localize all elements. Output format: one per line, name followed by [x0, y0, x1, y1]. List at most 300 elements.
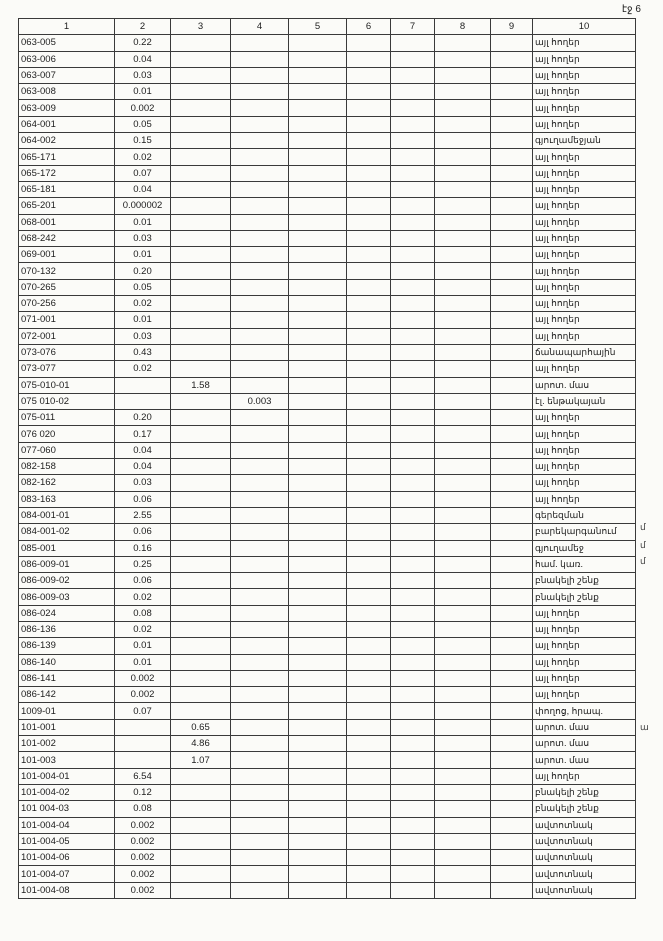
area-cell — [289, 133, 347, 149]
table-row — [19, 866, 636, 882]
land-use-cell: համ. կառ. — [533, 556, 636, 572]
plot-code-cell: 070-132 — [19, 263, 115, 279]
land-use-cell: այլ հողեր — [533, 165, 636, 181]
area-cell — [347, 784, 391, 800]
plot-code-cell: 101-004-02 — [19, 784, 115, 800]
area-cell — [231, 344, 289, 360]
plot-code-cell: 084-001-02 — [19, 524, 115, 540]
plot-code-cell: 086-140 — [19, 654, 115, 670]
area-cell — [231, 410, 289, 426]
area-cell — [289, 866, 347, 882]
land-use-cell: բնակելի շենք — [533, 589, 636, 605]
area-cell — [347, 116, 391, 132]
column-header-2: 2 — [115, 19, 171, 35]
area-cell — [435, 866, 491, 882]
area-cell — [491, 67, 533, 83]
land-use-cell: փողոց, հրապ. — [533, 703, 636, 719]
plot-code-cell: 069-001 — [19, 247, 115, 263]
area-cell — [491, 442, 533, 458]
area-cell — [289, 801, 347, 817]
area-cell — [435, 524, 491, 540]
area-cell — [289, 459, 347, 475]
area-cell — [435, 507, 491, 523]
area-cell — [231, 100, 289, 116]
area-cell — [391, 589, 435, 605]
land-use-cell: ավտոտնակ — [533, 833, 636, 849]
area-cell — [289, 556, 347, 572]
table-row — [19, 230, 636, 246]
area-cell — [347, 556, 391, 572]
area-cell — [491, 328, 533, 344]
area-cell — [391, 230, 435, 246]
area-cell: 0.12 — [115, 784, 171, 800]
area-cell — [171, 605, 231, 621]
plot-code-cell: 086-024 — [19, 605, 115, 621]
area-cell — [231, 133, 289, 149]
table-row — [19, 344, 636, 360]
area-cell — [435, 801, 491, 817]
area-cell: 0.01 — [115, 84, 171, 100]
area-cell — [391, 540, 435, 556]
area-cell: 4.86 — [171, 736, 231, 752]
area-cell — [391, 296, 435, 312]
plot-code-cell: 101-004-08 — [19, 882, 115, 898]
area-cell: 0.002 — [115, 850, 171, 866]
table-row — [19, 35, 636, 51]
area-cell — [231, 589, 289, 605]
area-cell — [171, 491, 231, 507]
area-cell — [347, 507, 391, 523]
plot-code-cell: 101-004-06 — [19, 850, 115, 866]
area-cell — [435, 540, 491, 556]
area-cell — [391, 817, 435, 833]
area-cell — [231, 833, 289, 849]
area-cell — [491, 654, 533, 670]
area-cell — [347, 133, 391, 149]
area-cell — [289, 475, 347, 491]
area-cell — [491, 116, 533, 132]
plot-code-cell: 065-201 — [19, 198, 115, 214]
area-cell — [231, 165, 289, 181]
area-cell — [391, 687, 435, 703]
plot-code-cell: 083-163 — [19, 491, 115, 507]
land-use-cell: գերեզման — [533, 507, 636, 523]
area-cell — [347, 296, 391, 312]
area-cell — [435, 426, 491, 442]
area-cell — [289, 361, 347, 377]
area-cell: 0.01 — [115, 312, 171, 328]
page-number: էջ 6 — [621, 4, 641, 15]
area-cell — [289, 670, 347, 686]
area-cell — [391, 361, 435, 377]
area-cell — [231, 507, 289, 523]
plot-code-cell: 1009-01 — [19, 703, 115, 719]
area-cell: 0.01 — [115, 638, 171, 654]
table-row — [19, 670, 636, 686]
area-cell — [347, 100, 391, 116]
land-use-cell: արոտ. մաս — [533, 377, 636, 393]
area-cell — [231, 752, 289, 768]
area-cell — [347, 654, 391, 670]
area-cell — [491, 736, 533, 752]
area-cell — [391, 866, 435, 882]
area-cell — [171, 866, 231, 882]
area-cell — [491, 296, 533, 312]
area-cell — [115, 719, 171, 735]
land-use-cell: այլ հողեր — [533, 263, 636, 279]
plot-code-cell: 063-006 — [19, 51, 115, 67]
table-row — [19, 540, 636, 556]
area-cell — [231, 768, 289, 784]
area-cell — [231, 540, 289, 556]
area-cell — [391, 491, 435, 507]
area-cell — [347, 833, 391, 849]
land-use-cell: բարեկարգանում — [533, 524, 636, 540]
plot-code-cell: 086-142 — [19, 687, 115, 703]
plot-code-cell: 082-158 — [19, 459, 115, 475]
table-row — [19, 459, 636, 475]
area-cell — [171, 214, 231, 230]
area-cell — [171, 768, 231, 784]
table-row — [19, 377, 636, 393]
column-header-8: 8 — [435, 19, 491, 35]
land-use-cell: ավտոտնակ — [533, 882, 636, 898]
area-cell — [231, 442, 289, 458]
area-cell — [391, 133, 435, 149]
area-cell — [289, 524, 347, 540]
table-row — [19, 116, 636, 132]
area-cell — [171, 410, 231, 426]
area-cell — [231, 491, 289, 507]
area-cell — [435, 638, 491, 654]
area-cell — [289, 84, 347, 100]
land-use-cell: այլ հողեր — [533, 459, 636, 475]
area-cell — [289, 491, 347, 507]
area-cell — [231, 116, 289, 132]
area-cell — [171, 670, 231, 686]
area-cell — [435, 133, 491, 149]
area-cell — [171, 165, 231, 181]
land-use-cell: այլ հողեր — [533, 361, 636, 377]
area-cell — [391, 752, 435, 768]
area-cell — [347, 247, 391, 263]
area-cell — [289, 573, 347, 589]
area-cell — [391, 165, 435, 181]
area-cell — [347, 524, 391, 540]
area-cell — [231, 638, 289, 654]
area-cell — [347, 719, 391, 735]
area-cell: 0.002 — [115, 100, 171, 116]
area-cell — [171, 833, 231, 849]
area-cell — [491, 149, 533, 165]
area-cell — [435, 605, 491, 621]
area-cell — [391, 344, 435, 360]
land-use-cell: ճանապարհային — [533, 344, 636, 360]
table-row — [19, 100, 636, 116]
area-cell — [289, 263, 347, 279]
land-use-cell: այլ հողեր — [533, 768, 636, 784]
area-cell — [171, 100, 231, 116]
area-cell — [435, 817, 491, 833]
table-row — [19, 801, 636, 817]
area-cell — [171, 524, 231, 540]
area-cell — [491, 312, 533, 328]
area-cell — [435, 116, 491, 132]
area-cell — [289, 882, 347, 898]
area-cell: 0.002 — [115, 866, 171, 882]
area-cell — [391, 116, 435, 132]
table-row — [19, 312, 636, 328]
land-use-cell: այլ հողեր — [533, 654, 636, 670]
area-cell — [231, 279, 289, 295]
header-row — [19, 19, 636, 35]
area-cell — [491, 605, 533, 621]
table-row — [19, 491, 636, 507]
area-cell — [289, 214, 347, 230]
area-cell — [231, 605, 289, 621]
area-cell — [231, 312, 289, 328]
area-cell — [347, 573, 391, 589]
area-cell — [231, 263, 289, 279]
area-cell — [289, 51, 347, 67]
area-cell — [435, 100, 491, 116]
plot-code-cell: 085-001 — [19, 540, 115, 556]
area-cell — [347, 149, 391, 165]
area-cell — [391, 312, 435, 328]
area-cell — [435, 328, 491, 344]
area-cell — [171, 540, 231, 556]
area-cell — [289, 149, 347, 165]
area-cell — [491, 589, 533, 605]
area-cell — [171, 181, 231, 197]
table-row — [19, 687, 636, 703]
area-cell — [391, 459, 435, 475]
area-cell — [231, 621, 289, 637]
area-cell — [391, 736, 435, 752]
area-cell — [491, 279, 533, 295]
area-cell: 0.43 — [115, 344, 171, 360]
land-use-cell: բնակելի շենք — [533, 784, 636, 800]
plot-code-cell: 068-242 — [19, 230, 115, 246]
table-row — [19, 410, 636, 426]
area-cell — [491, 51, 533, 67]
plot-code-cell: 082-162 — [19, 475, 115, 491]
area-cell: 0.07 — [115, 165, 171, 181]
area-cell — [171, 507, 231, 523]
area-cell — [347, 426, 391, 442]
land-use-cell: այլ հողեր — [533, 149, 636, 165]
area-cell — [491, 459, 533, 475]
area-cell: 0.03 — [115, 67, 171, 83]
plot-code-cell: 071-001 — [19, 312, 115, 328]
area-cell — [491, 247, 533, 263]
area-cell — [289, 247, 347, 263]
area-cell — [491, 214, 533, 230]
area-cell — [171, 198, 231, 214]
area-cell — [347, 621, 391, 637]
area-cell — [289, 279, 347, 295]
plot-code-cell: 101-002 — [19, 736, 115, 752]
area-cell — [347, 768, 391, 784]
area-cell — [435, 687, 491, 703]
area-cell: 0.03 — [115, 328, 171, 344]
area-cell — [231, 230, 289, 246]
area-cell: 2.55 — [115, 507, 171, 523]
column-header-9: 9 — [491, 19, 533, 35]
area-cell — [171, 296, 231, 312]
area-cell — [171, 573, 231, 589]
land-use-cell: այլ հողեր — [533, 230, 636, 246]
plot-code-cell: 101-003 — [19, 752, 115, 768]
area-cell — [231, 784, 289, 800]
area-cell — [289, 100, 347, 116]
area-cell — [491, 670, 533, 686]
area-cell: 0.17 — [115, 426, 171, 442]
table-row — [19, 393, 636, 409]
area-cell — [491, 263, 533, 279]
area-cell — [347, 165, 391, 181]
area-cell — [491, 833, 533, 849]
table-row — [19, 524, 636, 540]
area-cell — [391, 67, 435, 83]
area-cell: 0.08 — [115, 801, 171, 817]
area-cell — [435, 752, 491, 768]
area-cell — [391, 426, 435, 442]
table-row — [19, 51, 636, 67]
area-cell — [115, 377, 171, 393]
area-cell — [115, 736, 171, 752]
area-cell — [491, 377, 533, 393]
area-cell — [289, 752, 347, 768]
land-use-cell: այլ հողեր — [533, 67, 636, 83]
area-cell: 0.002 — [115, 817, 171, 833]
area-cell — [491, 35, 533, 51]
area-cell — [391, 719, 435, 735]
area-cell — [171, 312, 231, 328]
area-cell — [231, 296, 289, 312]
area-cell — [435, 67, 491, 83]
land-use-cell: այլ հողեր — [533, 638, 636, 654]
area-cell: 0.002 — [115, 882, 171, 898]
area-cell — [435, 263, 491, 279]
area-cell — [435, 410, 491, 426]
area-cell — [435, 230, 491, 246]
area-cell — [435, 442, 491, 458]
plot-code-cell: 075-011 — [19, 410, 115, 426]
area-cell — [391, 573, 435, 589]
area-cell — [347, 638, 391, 654]
area-cell — [171, 149, 231, 165]
margin-mark: ա — [640, 722, 649, 732]
area-cell — [491, 752, 533, 768]
area-cell — [289, 328, 347, 344]
area-cell — [347, 475, 391, 491]
area-cell — [435, 850, 491, 866]
area-cell: 0.04 — [115, 181, 171, 197]
area-cell — [289, 638, 347, 654]
area-cell — [491, 361, 533, 377]
area-cell — [391, 556, 435, 572]
area-cell: 0.15 — [115, 133, 171, 149]
table-row — [19, 556, 636, 572]
area-cell — [171, 230, 231, 246]
area-cell — [491, 556, 533, 572]
area-cell — [347, 279, 391, 295]
area-cell — [347, 670, 391, 686]
table-row — [19, 752, 636, 768]
area-cell: 0.01 — [115, 214, 171, 230]
area-cell — [347, 801, 391, 817]
land-use-cell: ավտոտնակ — [533, 817, 636, 833]
area-cell — [231, 67, 289, 83]
plot-code-cell: 064-002 — [19, 133, 115, 149]
area-cell — [289, 703, 347, 719]
area-cell — [435, 833, 491, 849]
area-cell — [391, 100, 435, 116]
area-cell — [347, 393, 391, 409]
area-cell — [491, 393, 533, 409]
area-cell: 6.54 — [115, 768, 171, 784]
area-cell — [289, 621, 347, 637]
land-use-cell: արոտ. մաս — [533, 736, 636, 752]
land-use-cell: արոտ. մաս — [533, 752, 636, 768]
table-row — [19, 442, 636, 458]
area-cell — [347, 410, 391, 426]
area-cell: 0.02 — [115, 621, 171, 637]
margin-mark: մ — [640, 540, 646, 550]
area-cell: 0.002 — [115, 687, 171, 703]
area-cell — [391, 850, 435, 866]
area-cell — [347, 67, 391, 83]
area-cell: 0.05 — [115, 279, 171, 295]
area-cell — [171, 51, 231, 67]
area-cell — [231, 850, 289, 866]
area-cell: 1.07 — [171, 752, 231, 768]
area-cell — [435, 882, 491, 898]
table-row — [19, 475, 636, 491]
area-cell — [491, 507, 533, 523]
land-use-cell: այլ հողեր — [533, 410, 636, 426]
land-use-cell: այլ հողեր — [533, 475, 636, 491]
table-row — [19, 149, 636, 165]
table-row — [19, 198, 636, 214]
area-cell — [171, 247, 231, 263]
area-cell — [491, 426, 533, 442]
area-cell — [289, 687, 347, 703]
land-use-cell: էլ. ենթակայան — [533, 393, 636, 409]
area-cell — [289, 442, 347, 458]
area-cell — [231, 51, 289, 67]
table-row — [19, 784, 636, 800]
land-use-cell: այլ հողեր — [533, 426, 636, 442]
area-cell — [435, 296, 491, 312]
area-cell — [391, 84, 435, 100]
area-cell — [347, 459, 391, 475]
area-cell — [435, 181, 491, 197]
area-cell — [347, 491, 391, 507]
area-cell — [347, 850, 391, 866]
area-cell — [289, 181, 347, 197]
column-header-4: 4 — [231, 19, 289, 35]
area-cell: 0.04 — [115, 51, 171, 67]
area-cell: 0.22 — [115, 35, 171, 51]
area-cell: 0.01 — [115, 654, 171, 670]
area-cell: 0.20 — [115, 410, 171, 426]
area-cell — [115, 752, 171, 768]
area-cell — [231, 84, 289, 100]
area-cell — [231, 475, 289, 491]
area-cell — [289, 589, 347, 605]
